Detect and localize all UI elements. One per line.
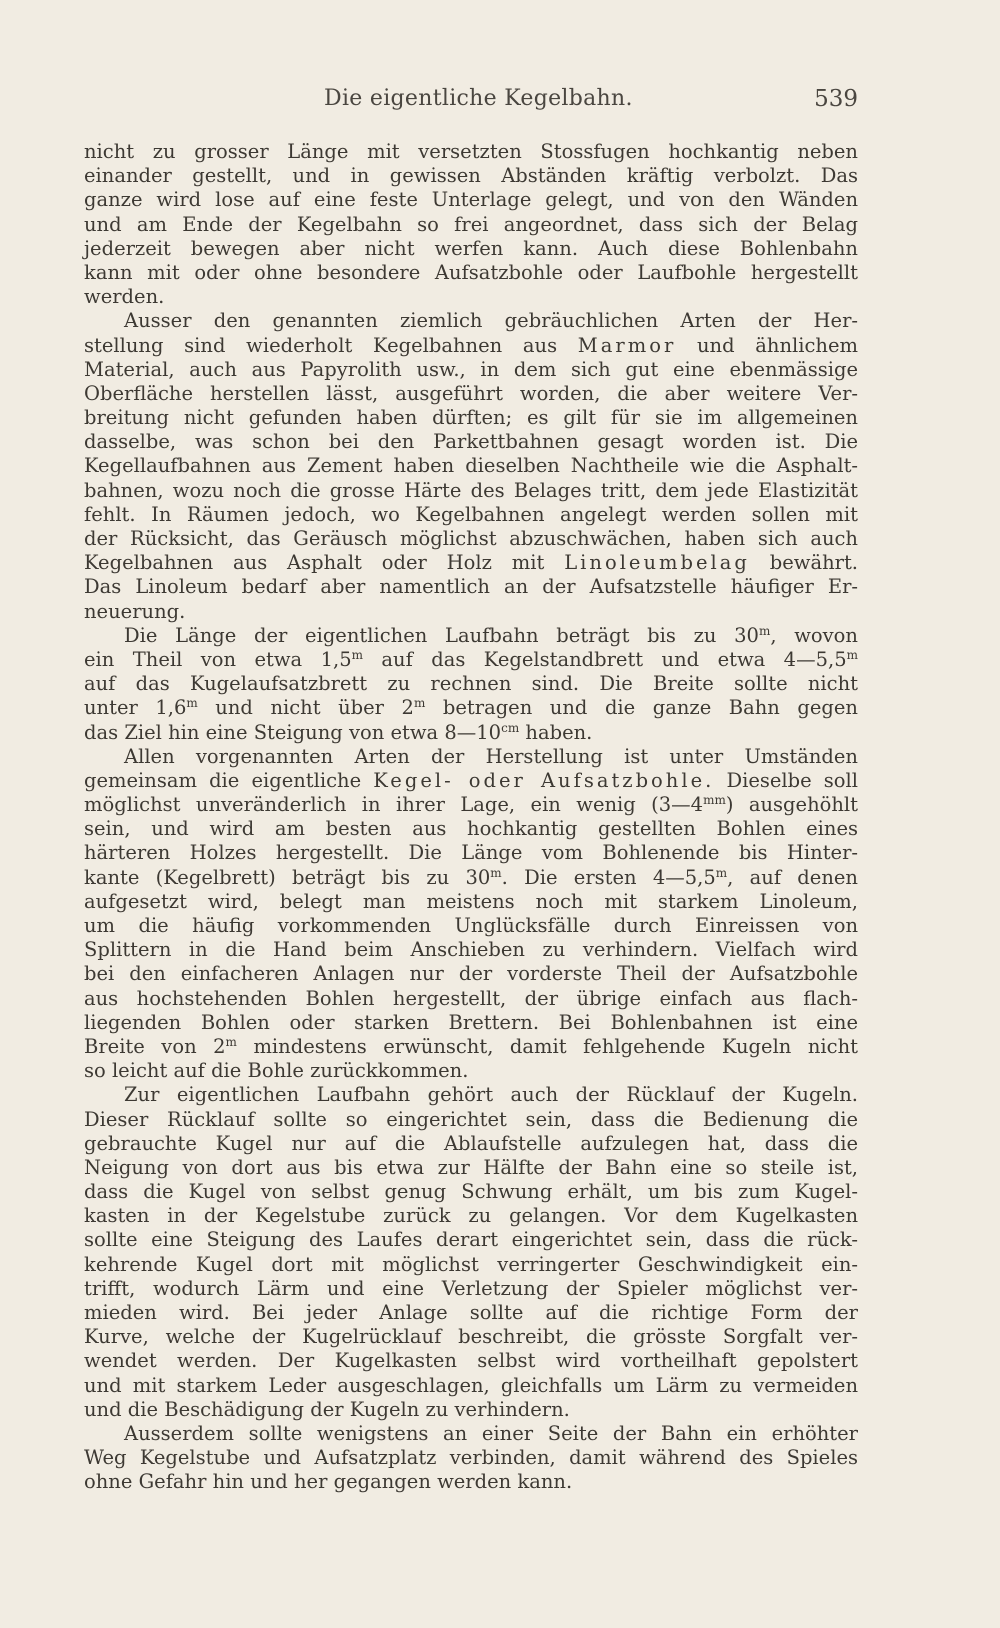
text-line bbox=[84, 285, 858, 309]
text-line bbox=[84, 721, 858, 745]
line-segment: liegenden Bohlen oder starken Brettern. Bei Bohlenbahnen ist eine bbox=[84, 1010, 858, 1034]
text-line bbox=[84, 648, 858, 672]
text-line bbox=[84, 382, 858, 406]
line-segment: werden. bbox=[84, 285, 165, 309]
line-segment: ganze wird lose auf eine feste Unterlage gelegt, und von den Wänden bbox=[84, 188, 858, 212]
superscript-unit: m bbox=[490, 865, 502, 880]
line-segment: dass die Kugel von selbst genug Schwung erhält, um bis zum Kugel- bbox=[84, 1180, 858, 1204]
line-segment: Oberfläche herstellen lässt, ausgeführt worden, die aber weitere Ver- bbox=[84, 381, 858, 405]
superscript-unit: mm bbox=[703, 793, 726, 808]
line-segment: und ähnlichem bbox=[696, 333, 858, 357]
text-line bbox=[84, 672, 858, 696]
line-segment: Splittern in die Hand beim Anschieben zu verhindern. Vielfach wird bbox=[84, 938, 858, 962]
text-line bbox=[84, 261, 858, 285]
text-line bbox=[84, 334, 858, 358]
text-line bbox=[84, 1083, 858, 1107]
line-segment: der Rücksicht, das Geräusch möglichst abzuschwächen, haben sich auch bbox=[84, 527, 858, 550]
text-line bbox=[84, 866, 858, 890]
line-segment: Dieser Rücklauf sollte so eingerichtet sein, dass die Bedienung die bbox=[84, 1107, 858, 1131]
text-line bbox=[84, 1035, 858, 1059]
line-segment: kehrende Kugel dort mit möglichst verringerter Geschwindigkeit ein- bbox=[84, 1252, 858, 1276]
line-segment: Kegellaufbahnen aus Zement haben dieselben Nachtheile wie die Asphalt- bbox=[84, 454, 858, 478]
line-segment: Ausserdem sollte wenigstens an einer Seite der Bahn ein erhöhter bbox=[124, 1421, 858, 1445]
line-segment: Dieselbe soll bbox=[726, 768, 858, 792]
text-line bbox=[84, 1470, 858, 1494]
line-segment: neuerung. bbox=[84, 599, 186, 623]
line-segment: Weg Kegelstube und Aufsatzplatz verbinden, damit während des Spieles bbox=[84, 1446, 858, 1470]
line-segment: und am Ende der Kegelbahn so frei angeordnet, dass sich der Belag bbox=[84, 212, 858, 236]
line-segment: sollte eine Steigung des Laufes derart eingerichtet sein, dass die rück- bbox=[84, 1228, 858, 1252]
line-segment: härteren Holzes hergestellt. Die Länge vom Bohlenende bis Hinter- bbox=[84, 841, 858, 865]
running-title: Die eigentliche Kegelbahn. bbox=[324, 86, 633, 111]
text-line bbox=[84, 575, 858, 599]
line-segment: Kurve, welche der Kugelrücklauf beschreibt, die grösste Sorgfalt ver- bbox=[84, 1325, 858, 1349]
text-line bbox=[84, 1374, 858, 1398]
text-line bbox=[84, 503, 858, 527]
line-segment: kasten in der Kegelstube zurück zu gelangen. Vor dem Kugelkasten bbox=[84, 1204, 858, 1228]
line-segment: kante (Kegelbrett) beträgt bis zu 30 bbox=[84, 865, 491, 889]
text-line bbox=[84, 1301, 858, 1325]
line-segment: einander gestellt, und in gewissen Abständen kräftig verbolzt. Das bbox=[84, 164, 858, 188]
line-segment: fehlt. In Räumen jedoch, wo Kegelbahnen angelegt werden sollen mit bbox=[84, 502, 858, 526]
text-line bbox=[84, 430, 858, 454]
superscript-unit: m bbox=[351, 647, 363, 662]
line-segment: trifft, wodurch Lärm und eine Verletzung der Spieler möglichst ver- bbox=[84, 1276, 858, 1300]
superscript-unit: m bbox=[413, 696, 426, 711]
superscript-unit: m bbox=[225, 1034, 237, 1049]
text-line bbox=[84, 1325, 858, 1349]
line-segment: jederzeit bewegen aber nicht werfen kann. Auch diese Bohlenbahn bbox=[84, 236, 858, 260]
text-line bbox=[84, 406, 858, 430]
text-line bbox=[84, 1156, 858, 1180]
text-line bbox=[84, 1059, 858, 1083]
line-segment: und mit starkem Leder ausgeschlagen, gleichfalls um Lärm zu vermeiden bbox=[84, 1373, 858, 1397]
line-segment: dasselbe, was schon bei den Parkettbahnen gesagt worden ist. Die bbox=[84, 430, 858, 454]
text-line bbox=[84, 841, 858, 865]
line-segment: haben. bbox=[519, 720, 593, 744]
page-number: 539 bbox=[814, 86, 858, 112]
text-line bbox=[84, 962, 858, 986]
text-line bbox=[84, 1228, 858, 1252]
text-line bbox=[84, 527, 858, 551]
text-line bbox=[84, 1422, 858, 1446]
line-segment: aufgesetzt wird, belegt man meistens noch mit starkem Linoleum, bbox=[84, 889, 858, 913]
text-line bbox=[84, 1204, 858, 1228]
text-line bbox=[84, 987, 858, 1011]
line-segment: möglichst unveränderlich in ihrer Lage, ein wenig (3—4 bbox=[84, 793, 704, 817]
text-line bbox=[84, 237, 858, 261]
text-line bbox=[84, 769, 858, 793]
text-line bbox=[84, 454, 858, 478]
line-segment: Allen vorgenannten Arten der Herstellung ist unter Umständen bbox=[124, 744, 858, 768]
line-segment: Breite von 2 bbox=[84, 1034, 226, 1058]
text-line bbox=[84, 745, 858, 769]
line-segment: bei den einfacheren Anlagen nur der vorderste Theil der Aufsatzbohle bbox=[84, 962, 858, 986]
text-line bbox=[84, 358, 858, 382]
text-line bbox=[84, 551, 858, 575]
line-segment: Kegelbahnen aus Asphalt oder Holz mit bbox=[84, 551, 545, 575]
line-segment: betragen und die ganze Bahn gegen bbox=[425, 696, 858, 720]
line-segment: und nicht über 2 bbox=[197, 696, 414, 720]
superscript-unit: m bbox=[186, 696, 198, 711]
line-segment: mieden wird. Bei jeder Anlage sollte auf die richtige Form der bbox=[84, 1301, 858, 1324]
text-line bbox=[84, 188, 858, 212]
text-line bbox=[84, 793, 858, 817]
line-segment: bewährt. bbox=[769, 551, 859, 575]
superscript-unit: m bbox=[715, 865, 728, 880]
line-segment: Die Länge der eigentlichen Laufbahn beträgt bis zu 30 bbox=[124, 623, 759, 647]
line-segment: ) ausgehöhlt bbox=[725, 793, 859, 817]
line-segment: , auf denen bbox=[727, 865, 858, 889]
line-segment: und die Beschädigung der Kugeln zu verhindern. bbox=[84, 1397, 570, 1421]
text-line bbox=[84, 1398, 858, 1422]
line-segment: ein Theil von etwa 1,5 bbox=[84, 647, 352, 671]
line-segment: . Die ersten 4—5,5 bbox=[501, 865, 716, 889]
line-segment: bahnen, wozu noch die grosse Härte des Belages tritt, dem jede Elastizität bbox=[84, 478, 858, 502]
text-line bbox=[84, 1349, 858, 1373]
spaced-emphasis: Linoleumbelag bbox=[564, 551, 750, 575]
text-line bbox=[84, 624, 858, 648]
text-line bbox=[84, 600, 858, 624]
text-line bbox=[84, 1446, 858, 1470]
page-header bbox=[84, 86, 858, 116]
text-line bbox=[84, 914, 858, 938]
line-segment: Ausser den genannten ziemlich gebräuchlichen Arten der Her- bbox=[124, 309, 858, 333]
line-segment: aus hochstehenden Bohlen hergestellt, der übrige einfach aus flach- bbox=[84, 986, 858, 1010]
text-line bbox=[84, 164, 858, 188]
text-line bbox=[84, 309, 858, 333]
text-line bbox=[84, 1011, 858, 1035]
body-text bbox=[84, 140, 858, 1495]
text-line bbox=[84, 213, 858, 237]
text-line bbox=[84, 1108, 858, 1132]
line-segment: nicht zu grosser Länge mit versetzten Stossfugen hochkantig neben bbox=[84, 140, 858, 163]
superscript-unit: cm bbox=[501, 720, 520, 735]
text-line bbox=[84, 938, 858, 962]
line-segment: gebrauchte Kugel nur auf die Ablaufstelle aufzulegen hat, dass die bbox=[84, 1131, 858, 1155]
line-segment: kann mit oder ohne besondere Aufsatzbohle oder Laufbohle hergestellt bbox=[84, 260, 858, 284]
line-segment: mindestens erwünscht, damit fehlgehende Kugeln nicht bbox=[236, 1034, 858, 1058]
text-line bbox=[84, 1277, 858, 1301]
line-segment: ohne Gefahr hin und her gegangen werden kann. bbox=[84, 1470, 573, 1494]
line-segment: auf das Kegelstandbrett und etwa 4—5,5 bbox=[363, 647, 847, 671]
line-segment: breitung nicht gefunden haben dürften; es gilt für sie im allgemeinen bbox=[84, 406, 858, 430]
line-segment: gemeinsam die eigentliche bbox=[84, 768, 362, 792]
text-line bbox=[84, 1253, 858, 1277]
text-line bbox=[84, 140, 858, 164]
line-segment: sein, und wird am besten aus hochkantig gestellten Bohlen eines bbox=[84, 817, 858, 841]
line-segment: unter 1,6 bbox=[84, 696, 187, 720]
spaced-emphasis: Marmor bbox=[577, 333, 677, 357]
line-segment: Zur eigentlichen Laufbahn gehört auch der Rücklauf der Kugeln. bbox=[124, 1083, 858, 1107]
text-line bbox=[84, 696, 858, 720]
line-segment: wendet werden. Der Kugelkasten selbst wird vortheilhaft gepolstert bbox=[84, 1349, 858, 1373]
spaced-emphasis: Kegel- oder Aufsatzbohle. bbox=[373, 768, 715, 792]
line-segment: auf das Kugelaufsatzbrett zu rechnen sind. Die Breite sollte nicht bbox=[84, 672, 858, 696]
text-line bbox=[84, 1132, 858, 1156]
line-segment: stellung sind wiederholt Kegelbahnen aus bbox=[84, 333, 558, 357]
text-line bbox=[84, 479, 858, 503]
line-segment: Das Linoleum bedarf aber namentlich an der Aufsatzstelle häufiger Er- bbox=[84, 575, 858, 599]
line-segment: um die häufig vorkommenden Unglücksfälle durch Einreissen von bbox=[84, 914, 858, 937]
superscript-unit: m bbox=[846, 647, 858, 662]
superscript-unit: m bbox=[758, 623, 771, 638]
text-line bbox=[84, 1180, 858, 1204]
line-segment: so leicht auf die Bohle zurückkommen. bbox=[84, 1059, 469, 1083]
text-line bbox=[84, 890, 858, 914]
text-line bbox=[84, 817, 858, 841]
line-segment: das Ziel hin eine Steigung von etwa 8—10 bbox=[84, 720, 502, 744]
line-segment: , wovon bbox=[770, 623, 858, 647]
line-segment: Material, auch aus Papyrolith usw., in dem sich gut eine ebenmässige bbox=[84, 357, 858, 381]
line-segment: Neigung von dort aus bis etwa zur Hälfte der Bahn eine so steile ist, bbox=[84, 1155, 858, 1179]
